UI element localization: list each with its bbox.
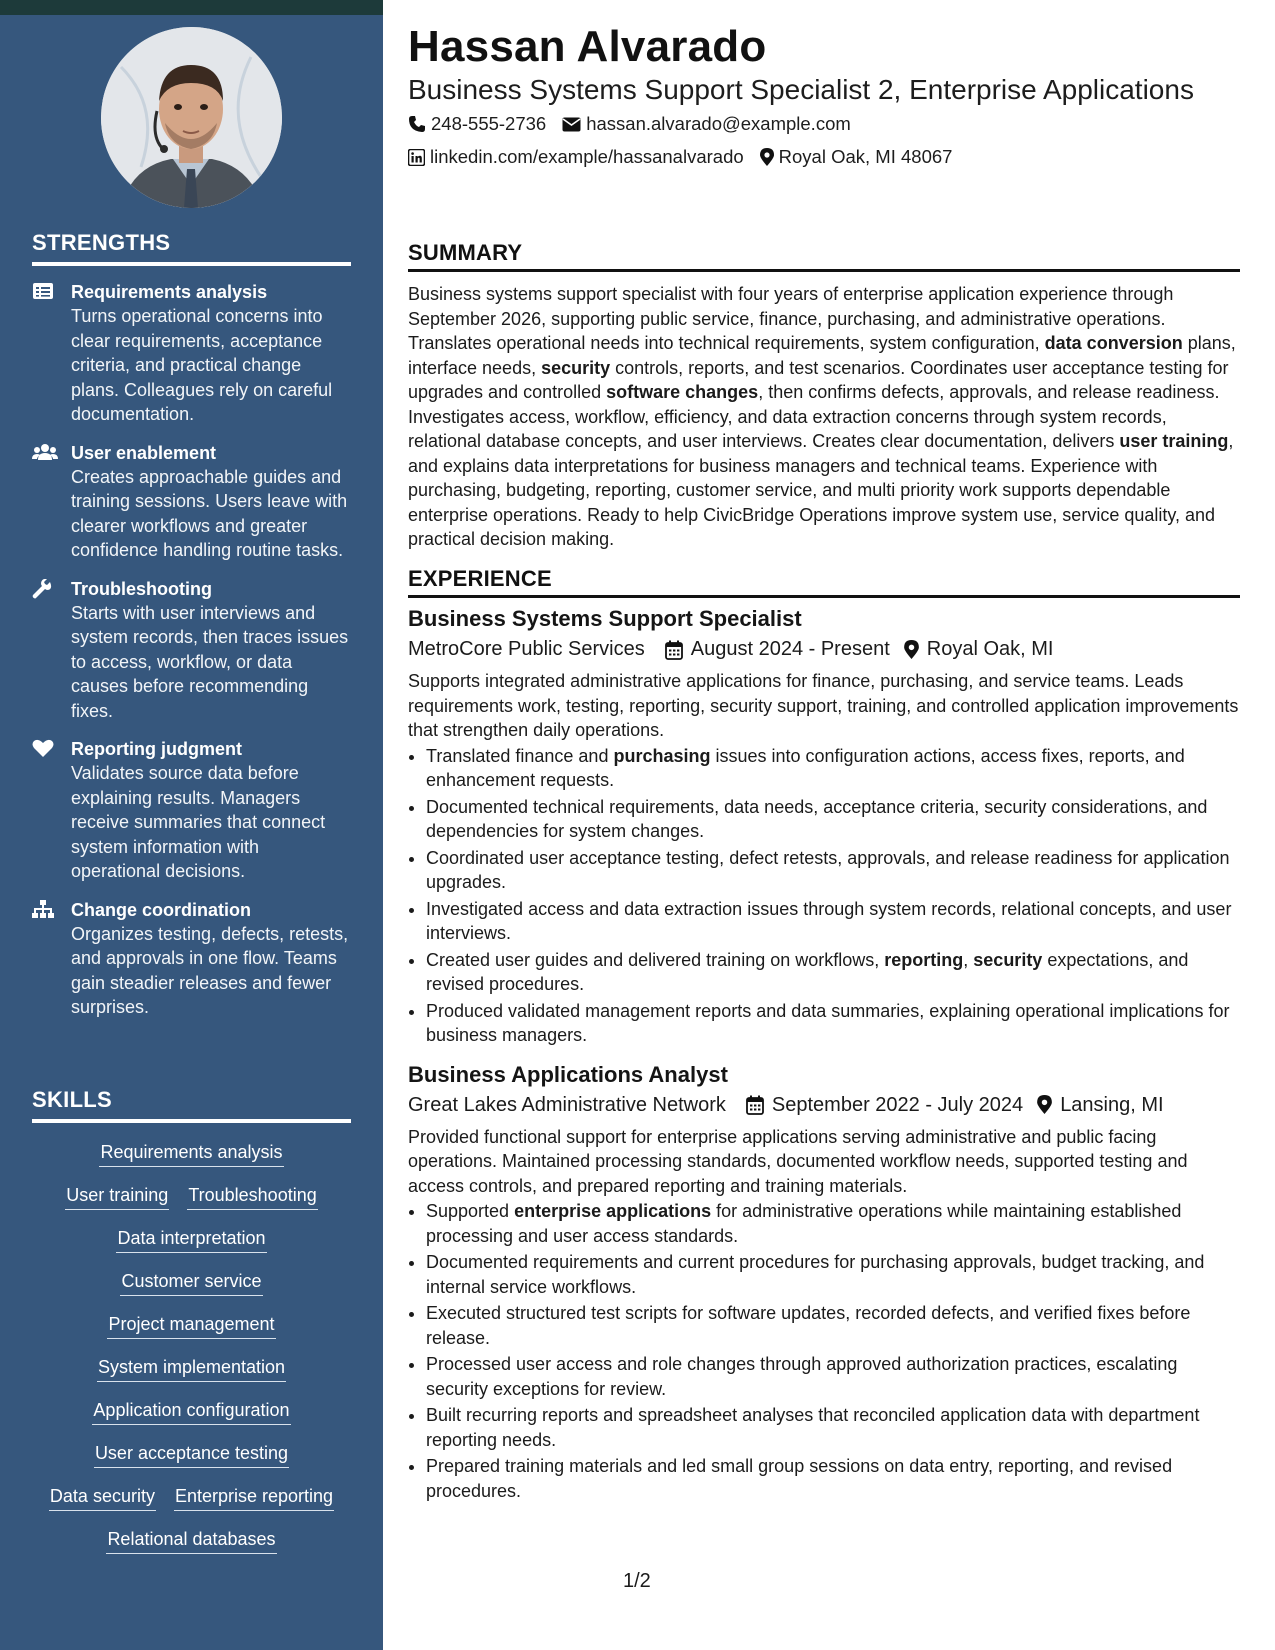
skills-section (32, 1087, 351, 1569)
text-run: Coordinated user acceptance testing, defect retests, approvals, and release readiness for application upgrades. (426, 847, 1230, 892)
skill-tag: Data interpretation (116, 1225, 266, 1253)
bold-keyword: security (541, 357, 611, 378)
text-run: , and explains data interpretations for business managers and technical teams. Experience with purchasing, budgeting, reporting, customer service, and multi priority work supports dependable enterprise operations. Ready to help CivicBridge Operations improve system use, service quality, and practical decision making. (408, 431, 1234, 549)
users-icon (32, 443, 56, 463)
skill-row (32, 1182, 351, 1210)
strength-desc: Turns operational concerns into clear requirements, acceptance criteria, and practical change plans. Colleagues rely on careful documentation. (71, 306, 333, 424)
job-description: Provided functional support for enterprise applications serving administrative and public facing operations. Maintained processing standards, documented workflow needs, supported testing and access controls, and prepared reporting and training materials. (408, 1126, 1188, 1196)
job-dates: August 2024 - Present (665, 638, 890, 661)
job-entry (408, 606, 1240, 1048)
page-number: 1/2 (623, 1570, 651, 1592)
text-run: Built recurring reports and spreadsheet analyses that reconciled application data with department reporting needs. (426, 1405, 1200, 1450)
list-card-icon (32, 282, 56, 302)
skill-tag: Application configuration (92, 1397, 290, 1425)
experience-heading: EXPERIENCE (408, 566, 1240, 598)
envelope-icon (562, 117, 581, 132)
skill-tag: User acceptance testing (94, 1440, 289, 1468)
text-run: Prepared training materials and led small group sessions on data entry, reporting, and revised procedures. (426, 1456, 1173, 1501)
job-title: Business Applications Analyst (408, 1061, 728, 1087)
skill-row (32, 1354, 351, 1382)
job-description: Supports integrated administrative applications for finance, purchasing, and service teams. Leads requirements work, testing, reporting, security support, training, and controlled application improvements that strengthen daily operations. (408, 671, 1239, 740)
text-run: Supported (426, 1201, 515, 1221)
strength-title: Reporting judgment (71, 739, 242, 759)
job-dates: September 2022 - July 2024 (746, 1094, 1023, 1117)
job-title: Business Systems Support Specialist (408, 606, 802, 631)
text-run: Documented technical requirements, data needs, acceptance criteria, security considerations, and dependencies for system changes. (426, 796, 1208, 841)
skill-tag: Data security (49, 1483, 156, 1511)
heart-icon (32, 739, 56, 759)
bold-keyword: user training (1119, 431, 1229, 451)
skill-tag: Relational databases (106, 1526, 276, 1554)
job-entry (408, 1062, 1240, 1504)
calendar-icon (665, 640, 683, 660)
text-run: for administrative operations while maintaining established processing and user access standards. (426, 1201, 1182, 1246)
text-run: Investigated access and data extraction issues through system records, relational concepts, and user interviews. (426, 898, 1232, 943)
location-contact (760, 146, 953, 168)
skill-row (32, 1268, 351, 1296)
job-location: Royal Oak, MI (904, 638, 1054, 661)
sitemap-icon (32, 900, 56, 920)
summary-section (408, 240, 1240, 552)
linkedin-text[interactable]: linkedin.com/example/hassanalvarado (430, 146, 744, 167)
phone-icon (408, 115, 426, 133)
jobs-list (408, 606, 1240, 1503)
text-run: , then confirms defects, approvals, and release readiness. Investigates access, workflow, efficiency, and data extraction concerns through system records, relational database concepts, and user interviews. Creates clear documentation, delivers (408, 382, 1220, 451)
text-run: , (963, 949, 974, 970)
text-run: Documented requirements and current procedures for purchasing approvals, budget tracking, and internal service workflows. (426, 1252, 1205, 1297)
strength-item (32, 441, 351, 563)
skill-row (32, 1139, 351, 1167)
phone-contact (408, 113, 546, 135)
skill-tag: System implementation (97, 1354, 286, 1382)
text-run: issues into configuration actions, access fixes, reports, and enhancement requests. (426, 745, 1185, 790)
bullet-item (426, 948, 1240, 997)
skill-row (32, 1225, 351, 1253)
linkedin-icon (408, 149, 425, 166)
contact-row-1 (408, 113, 867, 135)
job-location: Lansing, MI (1037, 1094, 1163, 1117)
job-bullets (408, 1199, 1240, 1503)
bullet-item (426, 1199, 1240, 1248)
bullet-item (426, 1352, 1240, 1401)
text-run: Processed user access and role changes through approved authorization practices, escalating security exceptions for review. (426, 1354, 1178, 1399)
sidebar (0, 0, 383, 1650)
text-run: plans, interface needs, (408, 333, 1236, 378)
map-pin-icon (760, 148, 774, 167)
text-run: Translated finance and (426, 745, 614, 766)
candidate-title: Business Systems Support Specialist 2, Enterprise Applications (408, 74, 1194, 105)
strength-desc: Creates approachable guides and training sessions. Users leave with clearer workflows and greater confidence handling routine tasks. (71, 466, 348, 560)
strength-item (32, 737, 351, 884)
strengths-heading: STRENGTHS (32, 230, 351, 266)
text-run: expectations, and revised procedures. (426, 949, 1189, 994)
skill-tag: Customer service (120, 1268, 262, 1296)
bold-keyword: security (973, 949, 1043, 970)
skill-row (32, 1483, 351, 1511)
bullet-item (426, 1250, 1240, 1299)
strength-title: Troubleshooting (71, 578, 212, 599)
bullet-item (426, 897, 1240, 946)
bold-keyword: enterprise applications (514, 1201, 712, 1221)
bold-keyword: software changes (606, 382, 759, 402)
skill-row (32, 1526, 351, 1554)
skill-tag: Requirements analysis (99, 1139, 283, 1167)
strength-title: Requirements analysis (71, 282, 268, 302)
strength-item (32, 280, 351, 427)
strength-title: User enablement (71, 442, 217, 463)
bullet-item (426, 1454, 1240, 1503)
sidebar-top-bar (0, 0, 383, 15)
job-meta (408, 1094, 1240, 1117)
strengths-section (32, 230, 351, 1020)
bullet-item (426, 1403, 1240, 1452)
strength-item (32, 577, 351, 724)
skills-list (32, 1139, 351, 1554)
map-pin-icon (1037, 1095, 1052, 1115)
bold-keyword: data conversion (1044, 333, 1183, 353)
skill-row (32, 1440, 351, 1468)
strength-desc: Validates source data before explaining results. Managers receive summaries that connect system information with operational decisions. (71, 763, 326, 881)
text-run: Executed structured test scripts for software updates, recorded defects, and verified fixes before release. (426, 1303, 1191, 1348)
company-name: MetroCore Public Services (408, 638, 645, 660)
phone-text: 248-555-2736 (431, 113, 547, 134)
skill-tag: User training (65, 1182, 169, 1210)
skill-tag: Enterprise reporting (174, 1483, 334, 1511)
bullet-item (426, 999, 1240, 1048)
skill-tag: Troubleshooting (187, 1182, 317, 1210)
bullet-item (426, 846, 1240, 895)
skills-heading: SKILLS (32, 1087, 351, 1123)
experience-section (408, 566, 1240, 1505)
summary-heading: SUMMARY (408, 240, 1240, 272)
linkedin-contact[interactable] (408, 146, 744, 168)
calendar-icon (746, 1095, 764, 1115)
strength-title: Change coordination (71, 899, 251, 920)
strength-item (32, 898, 351, 1020)
skill-row (32, 1311, 351, 1339)
company-name: Great Lakes Administrative Network (408, 1093, 726, 1116)
email-text[interactable]: hassan.alvarado@example.com (586, 113, 851, 134)
bold-keyword: reporting (884, 949, 964, 970)
job-meta (408, 638, 1240, 661)
location-text: Royal Oak, MI 48067 (778, 146, 953, 167)
email-contact[interactable] (562, 113, 851, 135)
contact-row-2 (408, 146, 968, 168)
text-run: controls, reports, and test scenarios. Coordinates user acceptance testing for upgrades and controlled (408, 357, 1229, 402)
bold-keyword: purchasing (613, 745, 711, 766)
bullet-item (426, 744, 1240, 793)
text-run: Created user guides and delivered training on workflows, (426, 949, 885, 970)
bullet-item (426, 795, 1240, 844)
skill-row (32, 1397, 351, 1425)
text-run: Produced validated management reports and data summaries, explaining operational implications for business managers. (426, 1000, 1230, 1045)
profile-photo (101, 27, 282, 208)
strength-desc: Organizes testing, defects, retests, and approvals in one flow. Teams gain steadier releases and fewer surprises. (71, 923, 349, 1017)
skill-tag: Project management (107, 1311, 275, 1339)
wrench-icon (32, 579, 56, 599)
map-pin-icon (904, 640, 919, 660)
bullet-item (426, 1301, 1240, 1350)
job-bullets (408, 744, 1240, 1048)
strength-desc: Starts with user interviews and system records, then traces issues to access, workflow, or data causes before recommending fixes. (71, 602, 349, 721)
candidate-name: Hassan Alvarado (408, 22, 767, 71)
summary-text (408, 282, 1240, 552)
text-run: Business systems support specialist with four years of enterprise application experience through September 2026, supporting public service, finance, purchasing, and administrative operations. Translates operational needs into technical requirements, system configuration, (408, 284, 1174, 353)
